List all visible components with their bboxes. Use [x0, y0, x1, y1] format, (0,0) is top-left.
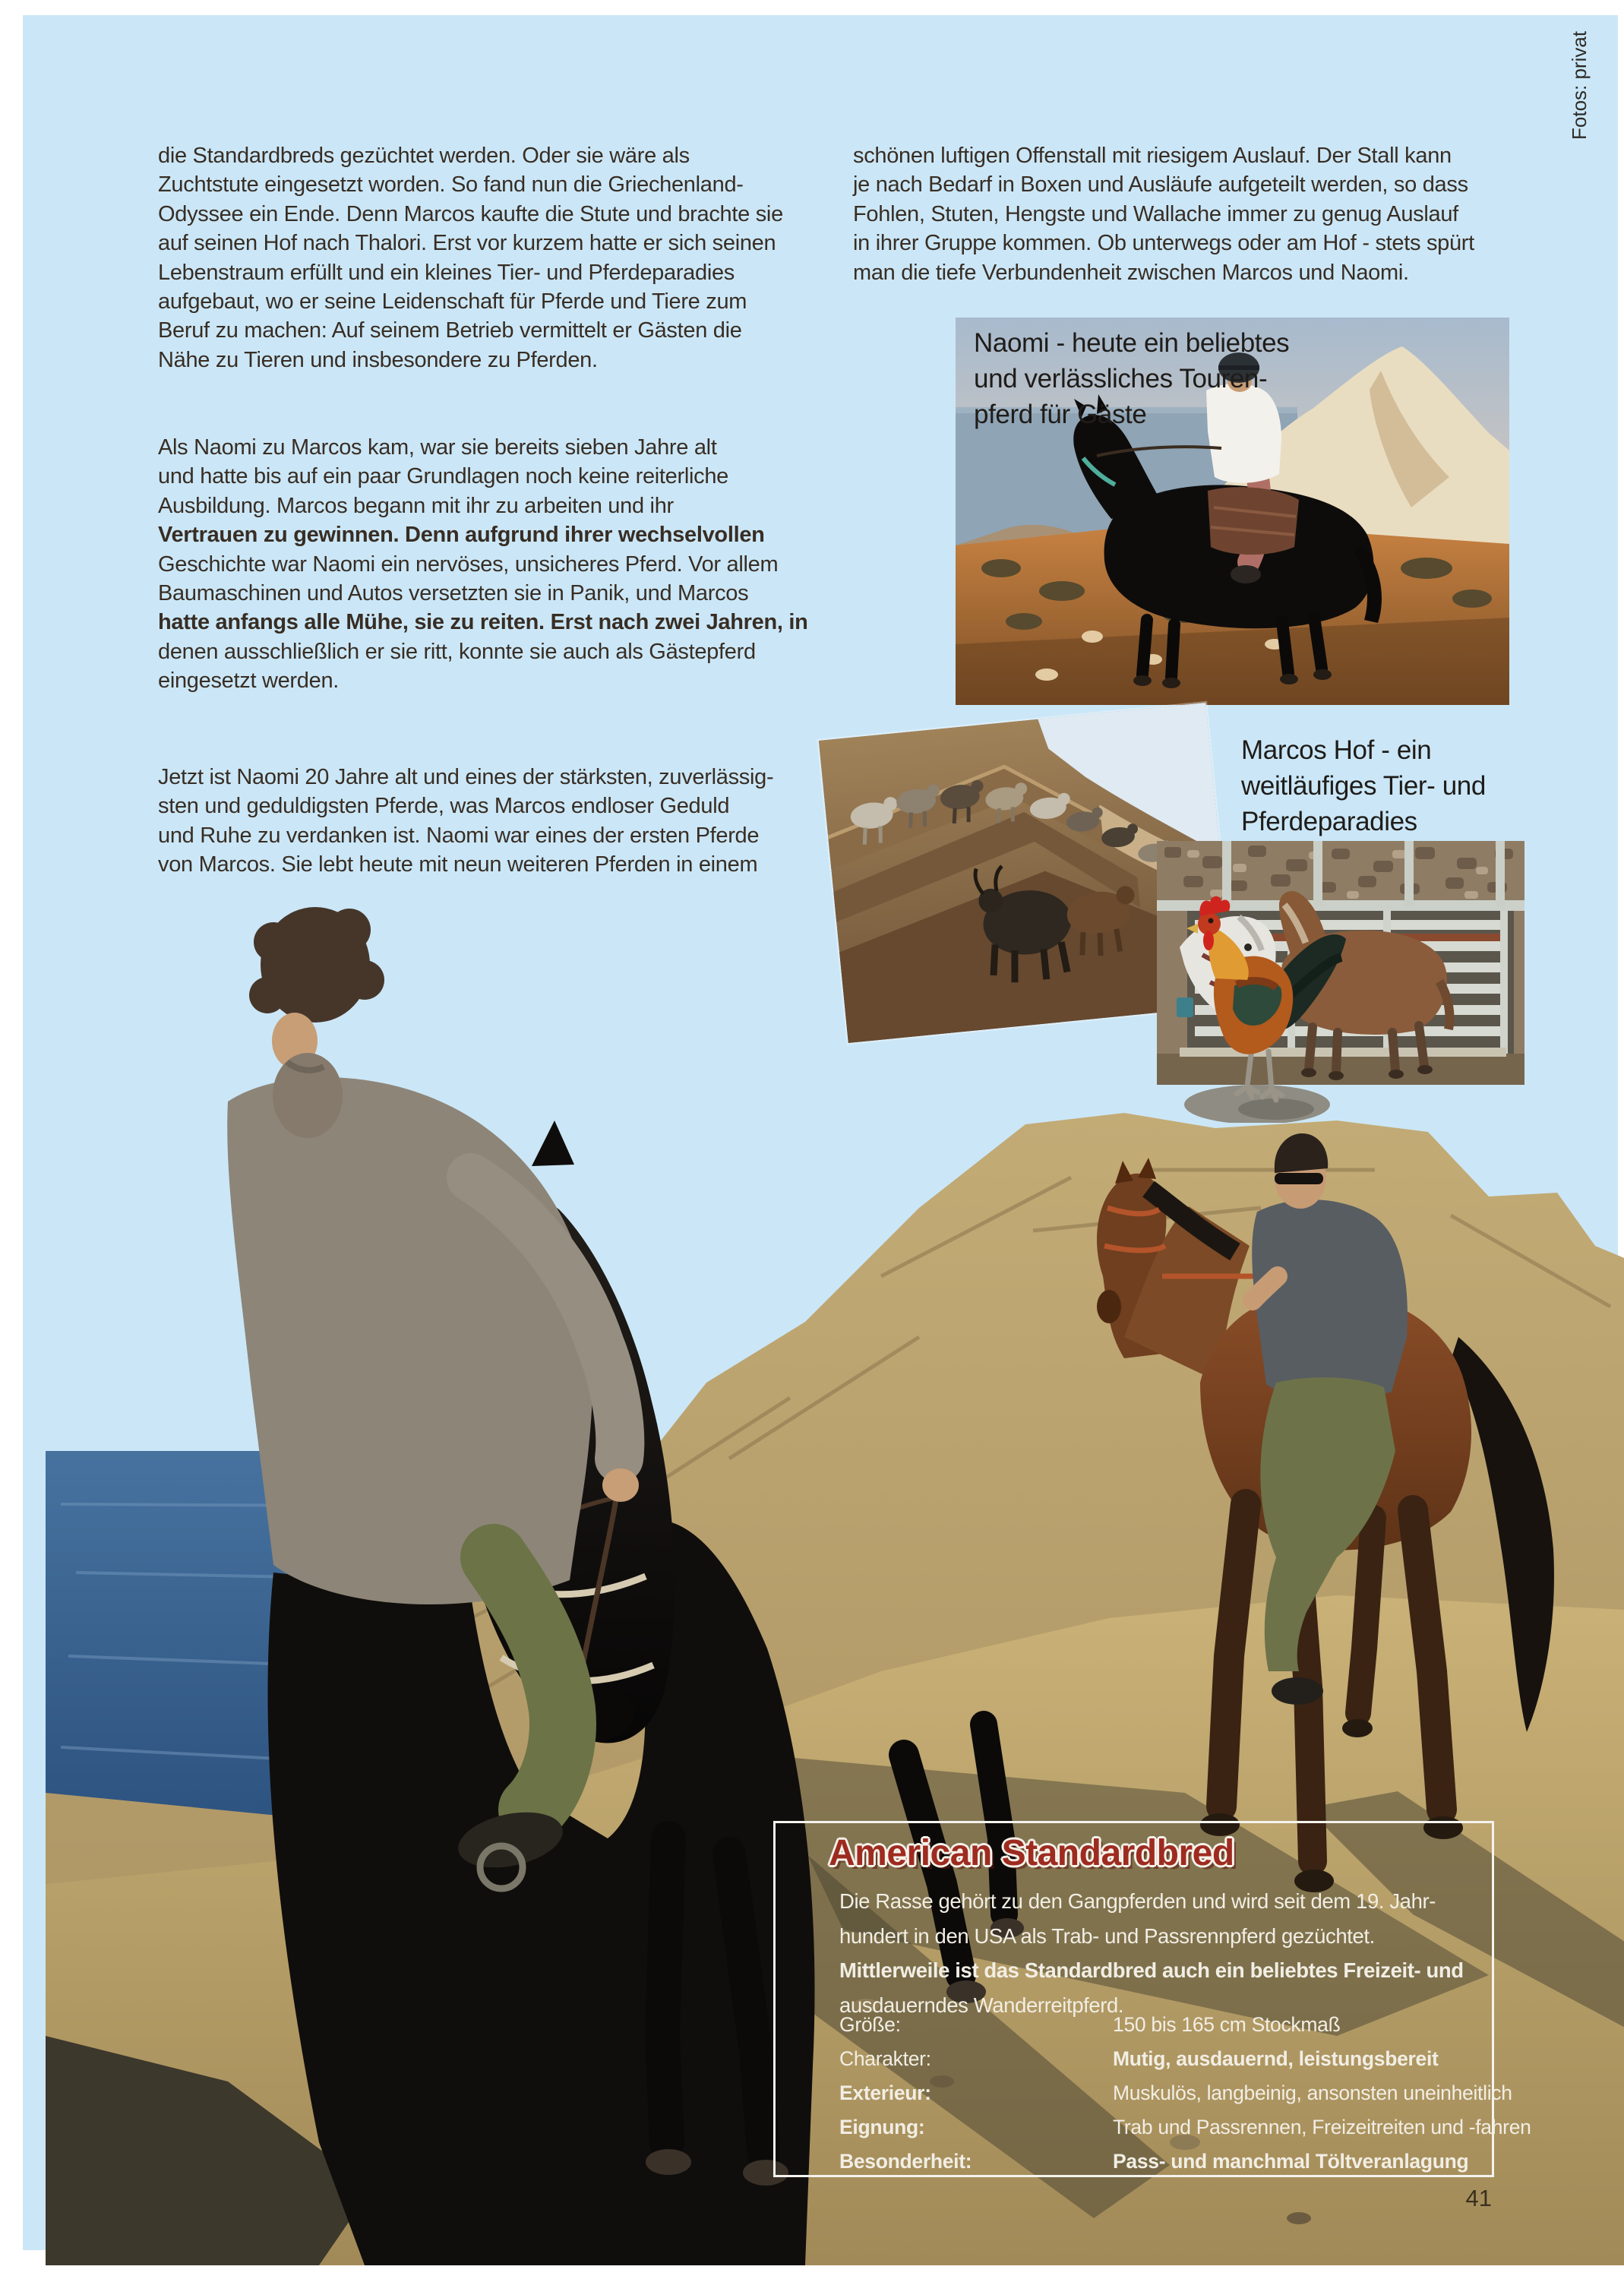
text-line: Odyssee ein Ende. Denn Marcos kaufte die Stute und brachte sie: [158, 201, 783, 226]
breed-box-row-label: Exterieur:: [839, 2081, 931, 2104]
text-line: Die Rasse gehört zu den Gangpferden und wird seit dem 19. Jahr-: [839, 1889, 1436, 1913]
text-line: eingesetzt werden.: [158, 669, 340, 694]
text-line: auf seinen Hof nach Thalori. Erst vor kurzem hatte er sich seinen: [158, 231, 776, 256]
breed-box-intro: [839, 1884, 1464, 2022]
text-line: Naomi - heute ein beliebtes: [974, 328, 1290, 358]
photo-rooster-illustration: [1162, 887, 1352, 1123]
text-line: pferd für Gäste: [974, 400, 1147, 429]
text-line: je nach Bedarf in Boxen und Ausläufe aufgeteilt werden, so dass: [853, 172, 1468, 198]
text-line: und Ruhe zu verdanken ist. Naomi war eines der ersten Pferde: [158, 823, 760, 848]
caption-naomi: [974, 325, 1289, 432]
text-line: weitläufiges Tier- und: [1241, 771, 1486, 801]
text-line: hatte anfangs alle Mühe, sie zu reiten. Erst nach zwei Jahren, in: [158, 610, 808, 635]
text-line: Baumaschinen und Autos versetzten sie in Panik, und Marcos: [158, 581, 749, 606]
left-column-paragraph-1: [158, 141, 826, 375]
caption-marcos-hof: [1241, 732, 1486, 839]
text-line: Mittlerweile ist das Standardbred auch ein beliebtes Freizeit- und: [839, 1958, 1464, 1982]
breed-box-row: [839, 2081, 1531, 2116]
text-line: die Standardbreds gezüchtet werden. Oder sie wäre als: [158, 144, 690, 168]
text-line: Als Naomi zu Marcos kam, war sie bereits sieben Jahre alt: [158, 435, 717, 460]
breed-box-row-value: 150 bis 165 cm Stockmaß: [1113, 2013, 1341, 2036]
text-line: Pferdeparadies: [1241, 807, 1417, 836]
text-line: Lebenstraum erfüllt und ein kleines Tier- und Pferdeparadies: [158, 260, 735, 285]
breed-box-row-value: Muskulös, langbeinig, ansonsten uneinheitlich: [1113, 2081, 1512, 2104]
breed-box-row-value: Pass- und manchmal Töltveranlagung: [1113, 2150, 1469, 2173]
photo-credit: Fotos: privat: [1568, 30, 1591, 140]
text-line: in ihrer Gruppe kommen. Ob unterwegs oder am Hof - stets spürt: [853, 231, 1474, 256]
breed-box-row-label: Charakter:: [839, 2047, 931, 2070]
text-line: Fohlen, Stuten, Hengste und Wallache immer zu genug Auslauf: [853, 201, 1458, 226]
text-line: Geschichte war Naomi ein nervöses, unsicheres Pferd. Vor allem: [158, 552, 779, 577]
text-line: Zuchtstute eingesetzt worden. So fand nun die Griechenland-: [158, 172, 744, 198]
text-line: hundert in den USA als Trab- und Passrennpferd gezüchtet.: [839, 1923, 1375, 1948]
text-line: Marcos Hof - ein: [1241, 735, 1432, 765]
breed-box-row: [839, 2047, 1531, 2081]
breed-box-title: American Standardbred: [829, 1833, 1234, 1873]
text-line: aufgebaut, wo er seine Leidenschaft für Pferde und Tiere zum: [158, 289, 747, 315]
text-line: ausdauerndes Wanderreitpferd.: [839, 1993, 1124, 2017]
text-line: schönen luftigen Offenstall mit riesigem Auslauf. Der Stall kann: [853, 144, 1452, 168]
breed-box-row: [839, 2150, 1531, 2184]
page-number: 41: [1465, 2185, 1492, 2211]
breed-box-row-label: Besonderheit:: [839, 2150, 972, 2173]
breed-box-row-label: Eignung:: [839, 2116, 925, 2138]
text-line: Ausbildung. Marcos begann mit ihr zu arbeiten und ihr: [158, 493, 674, 518]
left-column-paragraph-2: [158, 433, 826, 696]
text-line: sten und geduldigsten Pferde, was Marcos endloser Geduld: [158, 794, 730, 819]
breed-box-rows: [839, 2013, 1531, 2184]
text-line: Vertrauen zu gewinnen. Denn aufgrund ihrer wechselvollen: [158, 523, 765, 548]
breed-info-box: [773, 1821, 1531, 2177]
right-column-paragraph-1: [853, 141, 1521, 287]
text-line: Jetzt ist Naomi 20 Jahre alt und eines der stärksten, zuverlässig-: [158, 765, 774, 789]
page-background: [23, 15, 1618, 2250]
photo-rooster: [1162, 887, 1352, 1123]
breed-box-row: [839, 2116, 1531, 2150]
breed-box-row: [839, 2013, 1531, 2047]
breed-box-row-label: Größe:: [839, 2013, 901, 2036]
breed-box-row-value: Trab und Passrennen, Freizeitreiten und -fahren: [1113, 2116, 1531, 2138]
text-line: Nähe zu Tieren und insbesondere zu Pferden.: [158, 347, 598, 372]
text-line: Beruf zu machen: Auf seinem Betrieb vermittelt er Gästen die: [158, 318, 742, 343]
text-line: und hatte bis auf ein paar Grundlagen noch keine reiterliche: [158, 464, 729, 489]
text-line: denen ausschließlich er sie ritt, konnte sie auch als Gästepferd: [158, 639, 756, 664]
text-line: man die tiefe Verbundenheit zwischen Marcos und Naomi.: [853, 260, 1409, 285]
text-line: von Marcos. Sie lebt heute mit neun weiteren Pferden in einem: [158, 852, 758, 877]
breed-box-row-value: Mutig, ausdauernd, leistungsbereit: [1113, 2047, 1439, 2070]
text-line: und verlässliches Touren-: [974, 364, 1268, 394]
